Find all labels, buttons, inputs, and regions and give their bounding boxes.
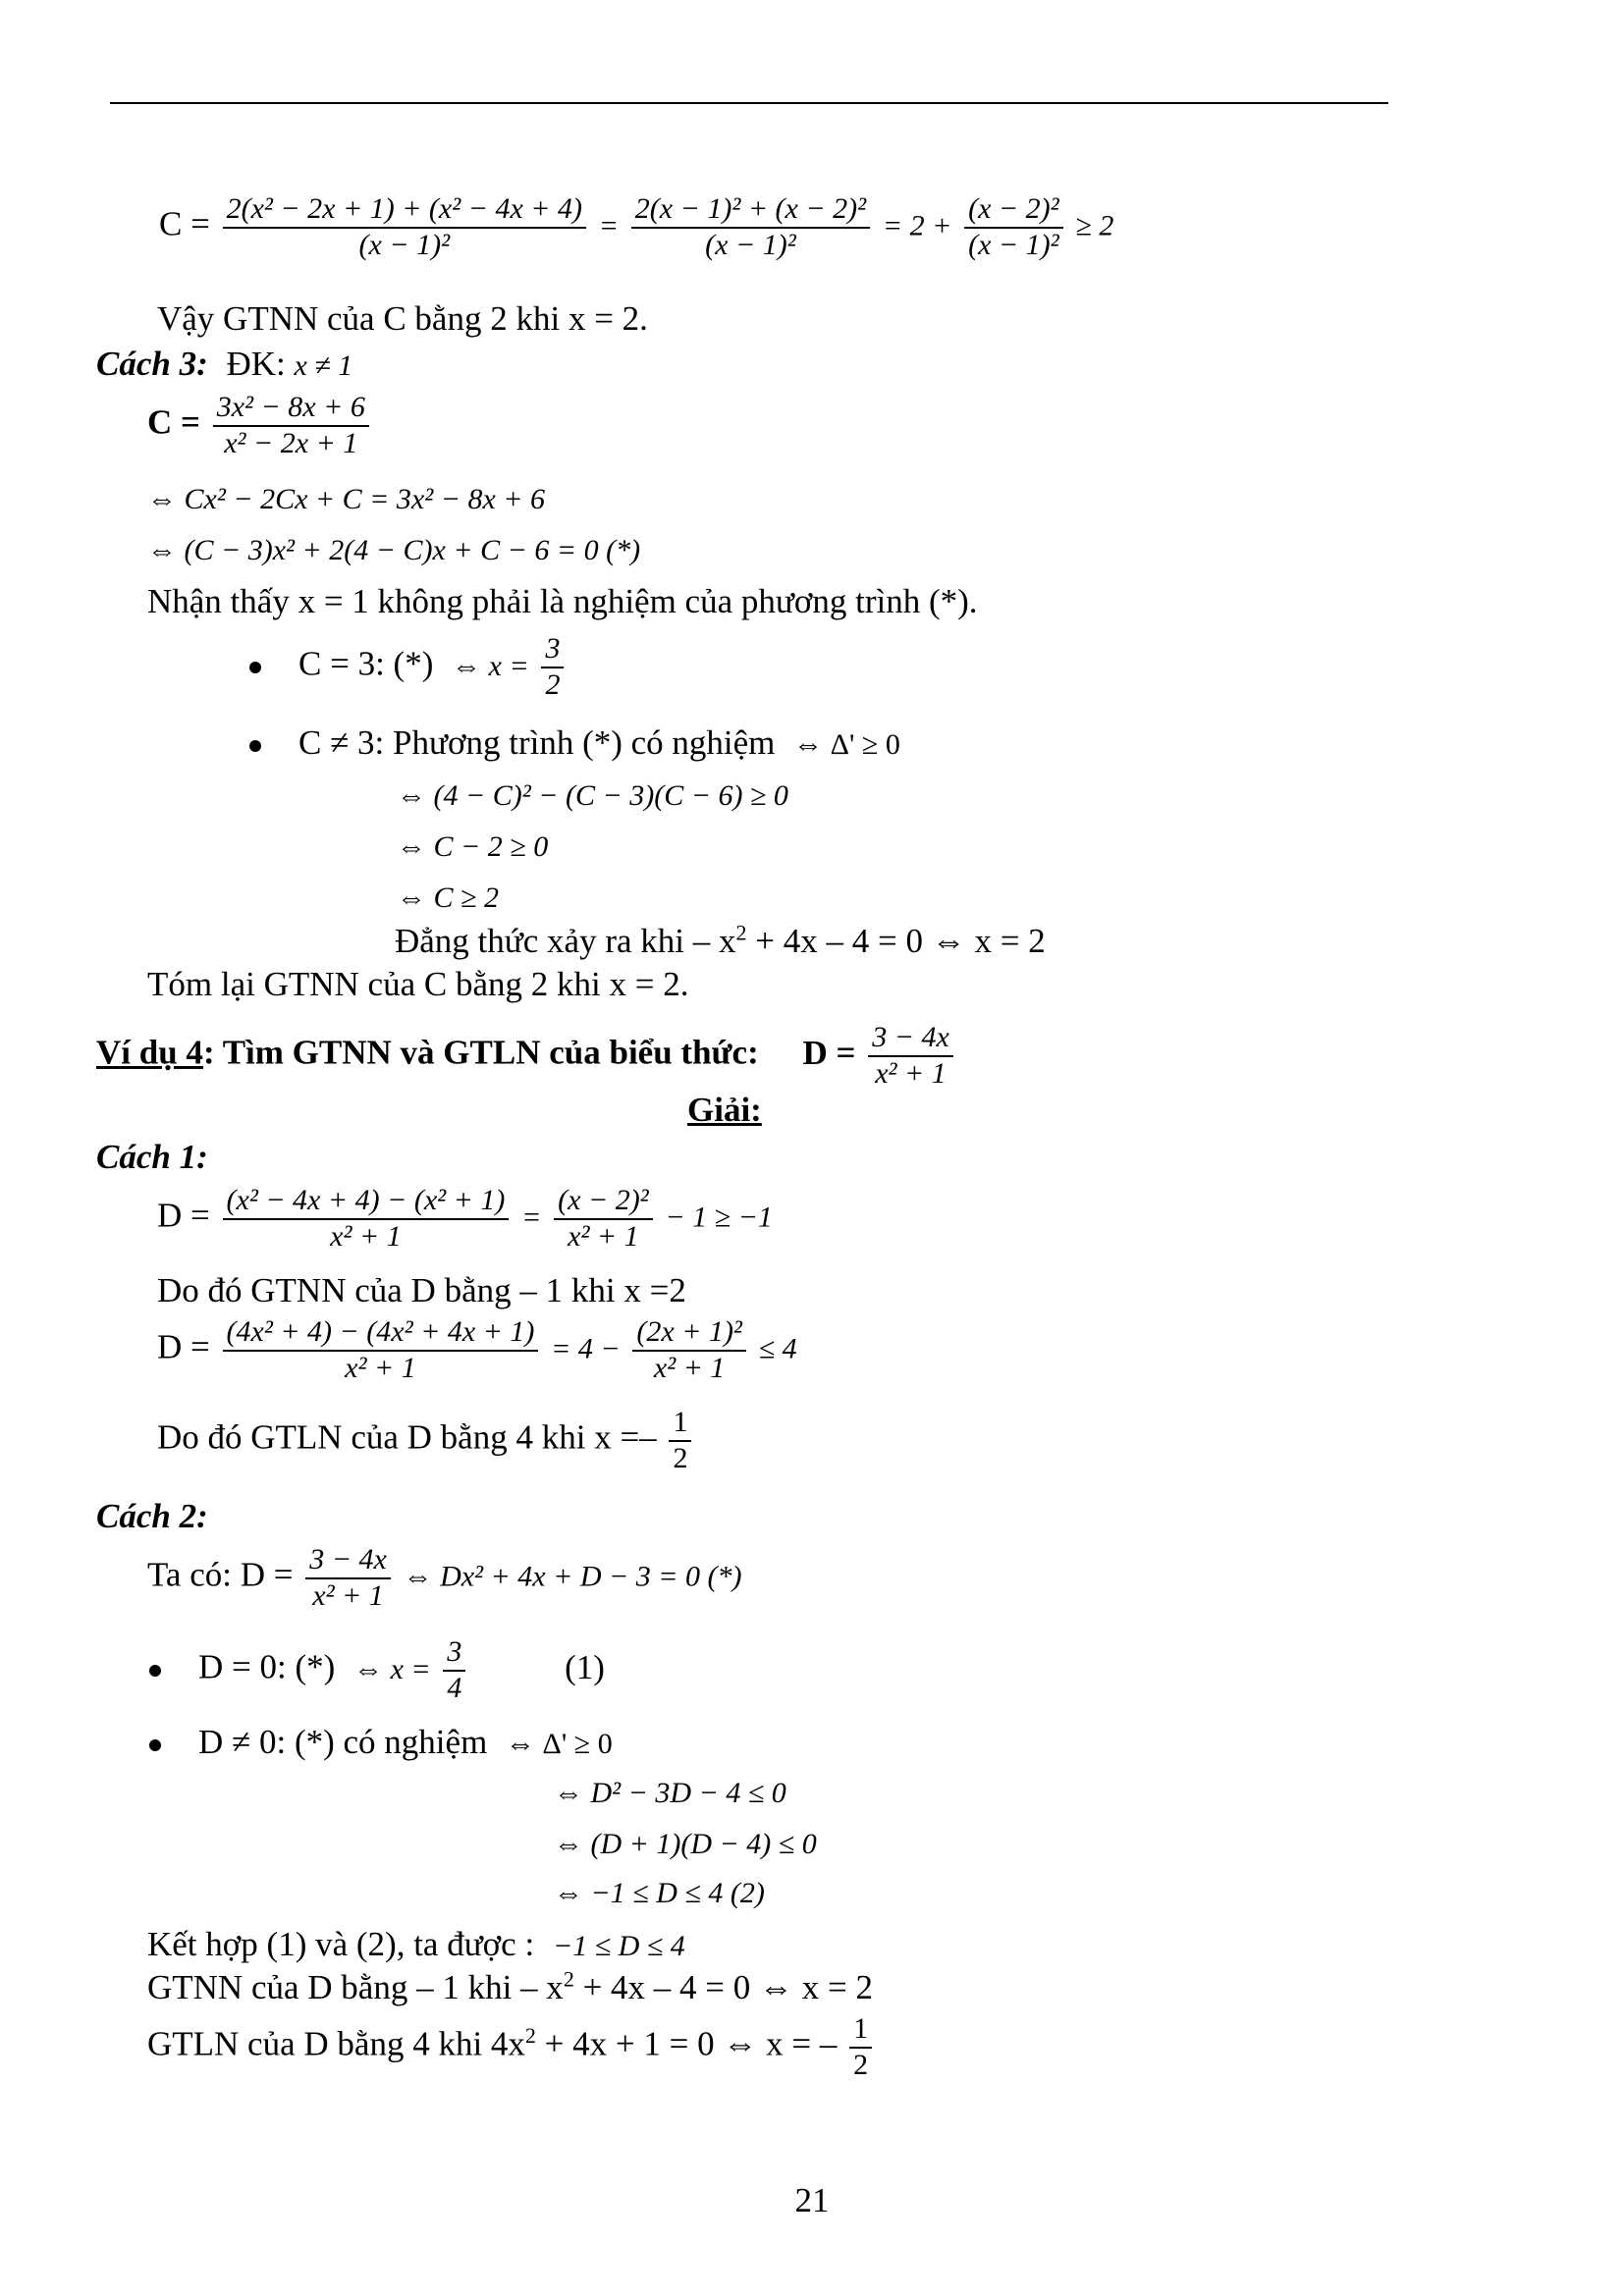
c3-definition xyxy=(147,391,373,460)
d-max-final xyxy=(147,2012,876,2082)
fraction-1-2: $\frac{1}{2}$ xyxy=(669,1406,691,1475)
c-tail-a: = 2 + xyxy=(882,209,952,242)
d-fraction: $\frac{3 - 4x}{\text{x² + 1}}$ xyxy=(868,1021,953,1091)
fraction-1-2: $\frac{1}{2}$ xyxy=(849,2012,872,2082)
combine-expr: −1 ≤ D ≤ 4 xyxy=(552,1930,685,1962)
bullet-d-neq-0 xyxy=(149,1724,613,1762)
bullet-expr: ⇔ x = xyxy=(452,649,529,682)
gtnn-text-b: + 4x – 4 = 0 ⇔ x = 2 xyxy=(573,1968,874,2006)
example-4-prompt: : Tìm GTNN và GTLN của biểu thức: xyxy=(202,1033,759,1072)
d-method2-setup xyxy=(147,1543,741,1613)
gtln-text-a: GTLN của D bằng 4 khi 4x xyxy=(147,2024,525,2063)
example-4-title: Ví dụ 4 xyxy=(96,1033,203,1072)
c-tail-b: ≥ 2 xyxy=(1075,209,1114,242)
bullet-dot xyxy=(149,1665,161,1677)
d-label: D = xyxy=(157,1327,210,1366)
superscript: 2 xyxy=(735,920,747,945)
c-fraction-1: $\frac{\text{2(x² − 2x + 1) + (x² − 4x + 4)}}{\text{(x − 1)²}}$ xyxy=(223,192,586,262)
equality-condition xyxy=(395,920,1046,961)
d1-fraction: $\frac{\text{(x² − 4x + 4) − (x² + 1)}}{\text{x² + 1}}$ xyxy=(223,1184,510,1254)
d-min-conclusion: Do đó GTNN của D bằng – 1 khi x =2 xyxy=(157,1271,686,1309)
method-3-title: Cách 3: xyxy=(96,345,208,383)
bullet-dot xyxy=(149,1739,161,1751)
d-delta-step-3: ⇔ −1 ≤ D ≤ 4 (2) xyxy=(554,1877,765,1909)
bullet-expr: ⇔ Δ' ≥ 0 xyxy=(506,1728,613,1760)
d-label: D = xyxy=(802,1033,856,1072)
example-4-heading xyxy=(96,1021,957,1091)
method-2-heading: Cách 2: xyxy=(96,1497,208,1535)
d1-fraction-2: $\frac{\text{(x − 2)²}}{\text{x² + 1}}$ xyxy=(554,1184,653,1254)
bullet-text: C = 3: (*) xyxy=(298,644,434,683)
tag-1: (1) xyxy=(565,1647,605,1686)
c3-delta-step-1: ⇔ (4 − C)² − (C − 3)(C − 6) ≥ 0 xyxy=(397,779,788,812)
conclusion-c-2: Vậy GTNN của C bằng 2 khi x = 2. xyxy=(157,299,648,338)
superscript: 2 xyxy=(563,1966,574,1992)
combine-line xyxy=(147,1926,685,1964)
c-fraction-2: $\frac{\text{2(x − 1)² + (x − 2)²}}{\text{(x − 1)²}}$ xyxy=(631,192,870,262)
taco-tail: ⇔ Dx² + 4x + D − 3 = 0 (*) xyxy=(403,1560,742,1593)
page-number: 21 xyxy=(794,2181,830,2219)
equals-sign: = xyxy=(598,209,620,242)
c-expansion-line xyxy=(159,192,1113,262)
bullet-expr: ⇔ x = xyxy=(353,1652,431,1685)
observation-line: Nhận thấy x = 1 không phải là nghiệm của phương trình (*). xyxy=(147,582,978,620)
d-method1-line1 xyxy=(157,1184,773,1254)
c-fraction-3: $\frac{\text{(x − 2)²}}{\text{(x − 1)²}}$ xyxy=(964,192,1063,262)
fraction-3-2: $\frac{3}{2}$ xyxy=(541,632,564,702)
d-delta-step-2: ⇔ (D + 1)(D − 4) ≤ 0 xyxy=(554,1828,817,1860)
bullet-text: D ≠ 0: (*) có nghiệm xyxy=(198,1723,488,1761)
c3-label: C = xyxy=(147,402,200,442)
bullet-d-eq-0 xyxy=(149,1635,605,1705)
c3-fraction: $\frac{\text{3x² − 8x + 6}}{\text{x² − 2x + 1}}$ xyxy=(213,391,369,460)
d2-mid: = 4 − xyxy=(551,1332,621,1365)
d-max-conclusion xyxy=(157,1406,695,1475)
d2-fraction-2: $\frac{\text{(2x + 1)²}}{\text{x² + 1}}$ xyxy=(632,1315,746,1385)
c3-step-2: ⇔ (C − 3)x² + 2(4 − C)x + C − 6 = 0 (*) xyxy=(147,534,641,566)
method-1-heading: Cách 1: xyxy=(96,1138,208,1176)
equals-sign: = xyxy=(521,1201,542,1234)
bullet-c-neq-3 xyxy=(249,724,900,763)
taco-fraction: $\frac{3 - 4x}{\text{x² + 1}}$ xyxy=(305,1543,391,1613)
c-label: C = xyxy=(159,204,210,243)
d-min-final xyxy=(147,1966,874,2007)
bullet-expr: ⇔ Δ' ≥ 0 xyxy=(793,728,900,761)
c3-delta-step-2: ⇔ C − 2 ≥ 0 xyxy=(397,830,549,863)
gtln-text-b: + 4x + 1 = 0 ⇔ x = – xyxy=(535,2024,838,2063)
bullet-text: C ≠ 3: Phương trình (*) có nghiệm xyxy=(298,723,776,762)
header-rule xyxy=(110,102,1388,104)
c3-delta-step-3: ⇔ C ≥ 2 xyxy=(397,881,499,914)
equality-text-b: + 4x – 4 = 0 ⇔ x = 2 xyxy=(746,922,1046,960)
gtnn-text-a: GTNN của D bằng – 1 khi – x xyxy=(147,1968,564,2006)
equality-text-a: Đẳng thức xảy ra khi – x xyxy=(395,922,736,960)
taco-text: Ta có: D = xyxy=(147,1555,294,1594)
summary-c: Tóm lại GTNN của C bằng 2 khi x = 2. xyxy=(147,965,689,1003)
fraction-3-4: $\frac{3}{4}$ xyxy=(443,1635,465,1705)
condition-expr: x ≠ 1 xyxy=(294,349,353,382)
d-delta-step-1: ⇔ D² − 3D − 4 ≤ 0 xyxy=(554,1777,786,1809)
combine-text: Kết hợp (1) và (2), ta được : xyxy=(147,1925,535,1963)
bullet-c-eq-3 xyxy=(249,632,568,702)
bullet-text: D = 0: (*) xyxy=(198,1647,336,1686)
d1-tail: − 1 ≥ −1 xyxy=(665,1201,773,1234)
condition-label: ĐK: xyxy=(226,345,286,383)
bullet-dot xyxy=(249,662,261,673)
method-3-heading xyxy=(96,346,352,384)
d2-tail: ≤ 4 xyxy=(758,1332,797,1365)
d-method1-line2 xyxy=(157,1315,797,1385)
d-label: D = xyxy=(157,1196,210,1235)
bullet-dot xyxy=(249,740,261,752)
superscript: 2 xyxy=(524,2022,536,2048)
d2-fraction: $\frac{\text{(4x² + 4) − (4x² + 4x + 1)}}{\text{x² + 1}}$ xyxy=(223,1315,539,1385)
c3-step-1: ⇔ Cx² − 2Cx + C = 3x² − 8x + 6 xyxy=(147,483,545,515)
d-max-text: Do đó GTLN của D bằng 4 khi x =– xyxy=(157,1417,657,1457)
solution-heading: Giải: xyxy=(687,1091,762,1129)
